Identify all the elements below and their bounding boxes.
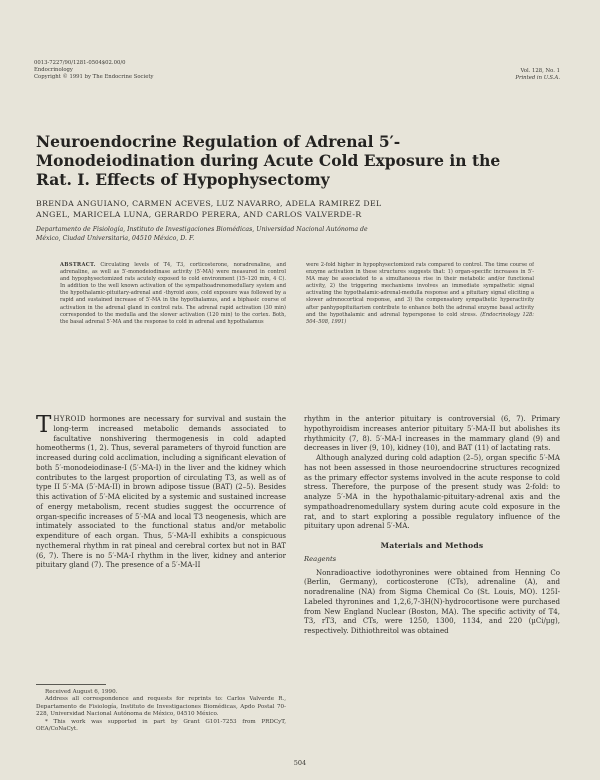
affiliation [36,226,496,243]
header-line: Copyright © 1991 by The Endocrine Society [34,74,154,80]
title-line: Neuroendocrine Regulation of Adrenal 5′- [36,132,401,151]
affiliation-line: Departamento de Fisiología, Instituto de Investigaciones Biomédicas, Universidad Nacional Autónoma de [36,226,368,233]
intro-paragraph [36,414,286,570]
title-line: Rat. I. Effects of Hypophysectomy [36,170,330,189]
abstract-text-left: Circulating levels of T4, T3, corticosterone, noradrenaline, and adrenaline, as well as 5′-monodeiodinase activity (5′-MA) were measured in control and hypophysectomized rats acutely exposed to cold environment (15–120 min, 4 C). In addition to the well known activation of the sympathoadrenomedullary system and the hypothalamic-pituitary-adrenal and -thyroid axes, cold exposure was followed by a rapid and sustained increase of 5′-MA in the hypothalamus, and a biphasic course of activation in the adrenal gland in control rats. The adrenal rapid activation (30 min) corresponded to the medulla and the slower activation (120 min) to the cortex. Both, the basal adrenal 5′-MA and the response to cold in adrenal and hypothalamus [60,262,286,325]
abstract-citation: (Endocrinology 128: 504–508, 1991) [306,311,534,325]
journal-header-left [34,60,153,81]
author-line: ANGEL, MARICELA LUNA, GERARDO PERERA, AND CARLOS VALVERDE-R [36,210,362,219]
body-left-column [36,414,286,634]
printed-in: Printed in U.S.A. [515,75,560,81]
journal-header-right [515,68,560,82]
author-line: BRENDA ANGUIANO, CARMEN ACEVES, LUZ NAVARRO, ADELA RAMIREZ DEL [36,199,382,208]
body-right-column [304,414,560,636]
header-line: Endocrinology [34,67,73,73]
footnote: Address all correspondence and requests for reprints to: Carlos Valverde R., Departamento de Fisiología, Instituto de Investigaciones Biomédicas, Apdo Postal 70-228, Universidad Nacional Autónoma de México, 04510 México. [36,696,286,718]
section-heading: Materials and Methods [380,541,484,550]
footnote-divider [36,684,106,685]
paragraph: Nonradioactive iodothyronines were obtained from Henning Co (Berlin, Germany), corticosterone (CTs), adrenaline (A), and noradrenaline (NA) from Sigma Chemical Co (St. Louis, MO). 125I-Labeled thyronines and 1,2,6,7-3H(N)-hydrocortisone were purchased from New England Nuclear (Boston, MA). The specific activity of T4, T3, rT3, and CTs, were 1250, 1300, 1134, and 220 (µCi/µg), respectively. Dithiothreitol was obtained [304,567,560,635]
drop-cap: T [36,414,52,438]
header-line: 0013-7227/90/1281-0504$02.00/0 [34,60,126,66]
paragraph: rhythm in the anterior pituitary is controversial (6, 7). Primary hypothyroidism increases anterior pituitary 5′-MA-II but abolishes its rhythmicity (7, 8). 5′-MA-I increases in the mammary gland (9) and decreases in liver (9, 10), kidney (10), and BAT (11) of lactating rats. [304,414,560,453]
intro-text: hormones are necessary for survival and sustain the long-term increased metabolic demands associated to facultative nonshivering thermogenesis in cold adapted homeotherms (1, 2). Thus, several parameters of thyroid function are increased during cold acclimation, including a significant elevation of both 5′-monodeiodinase-I (5′-MA-I) in the liver and the kidney which contributes to the largest proportion of circulating T3, as well as of type II 5′-MA (5′-MA-II) in brown adipose tissue (BAT) (2–5). Besides this activation of 5′-MA elicited by a systemic and sustained increase of energy metabolism, recent studies suggest the occurrence of organ-specific increases of 5′-MA and local T3 neogenesis, which are intimately associated to the functional status and/or metabolic expenditure of each organ. Thus, 5′-MA-II exhibits a conspicuous nycthemeral rhythm in rat pineal and cerebral cortex but not in BAT (6, 7). There is no 5′-MA-I rhythm in the liver, kidney and anterior pituitary gland (7). The presence of a 5′-MA-II [36,414,286,570]
author-list [36,198,556,220]
affiliation-line: México, Ciudad Universitaria, 04510 México, D. F. [36,234,195,242]
subsection-heading: Reagents [304,554,337,563]
opening-word: HYROID [53,414,87,423]
footnote: * This work was supported in part by Grant G101-7253 from PRDCyT, OEA/CoNaCyt. [36,718,286,733]
abstract-text-right: were 2-fold higher in hypophysectomized rats compared to control. The time course of enzyme activation in these structures suggests that: 1) organ-specific increases in 5′-MA may be associated to a simultaneous rise in their metabolic and/or functional activity, 2) the triggering mechanisms involves an immediate sympathetic signal activating the hypothalamic-adrenal-medulla response and a pituitary signal eliciting a slower adrenocortical response, and 3) the compensatory sympathetic hyperactivity after panhypopituitarism contribute to enhance both the adrenal enzyme basal activity and the hypothalamic and adrenal hypersponse to cold stress. [306,262,534,318]
title-line: Monodeiodination during Acute Cold Exposure in the [36,151,501,170]
abstract-heading: ABSTRACT. [60,262,96,268]
paragraph: Although analyzed during cold adaption (2–5), organ specific 5′-MA has not been assessed in those neuroendocrine structures recognized as the primary effector systems involved in the acute response to cold stress. Therefore, the purpose of the present study was 2-fold: to analyze 5′-MA in the hypothalamic-pituitary-adrenal axis and the sympathoadrenomedullary system during acute cold exposure in the rat, and to start exploring a possible regulatory influence of the pituitary upon adrenal 5′-MA. [304,453,560,531]
abstract-left-column [60,262,286,392]
footnotes [36,689,286,733]
footnote: Received August 6, 1990. [45,689,118,695]
abstract-right-column [306,262,534,392]
volume-info: Vol. 128, No. 1 [520,68,560,74]
page-number: 504 [293,759,307,767]
article-title [36,132,546,189]
